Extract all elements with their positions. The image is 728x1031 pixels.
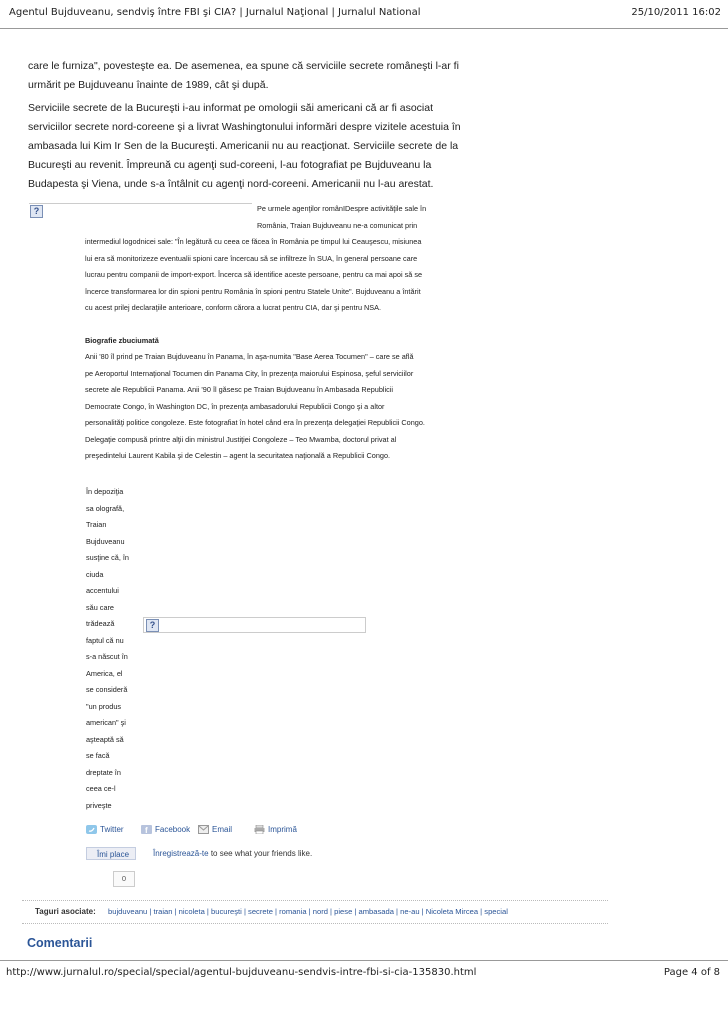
missing-image-icon: ? xyxy=(146,619,159,632)
article-paragraph-1 xyxy=(28,57,468,95)
share-facebook[interactable] xyxy=(141,825,190,834)
comments-heading: Comentarii xyxy=(27,936,93,950)
text-line: care le furniza", povesteşte ea. De asemenea, ea spune că serviciile secrete româneşti l-ar fi xyxy=(28,60,459,72)
broken-image xyxy=(29,203,252,214)
print-footer xyxy=(0,960,728,987)
biography-block: Anii '80 îl prind pe Traian Bujduveanu în Panama, în aşa-numita "Base Aerea Tocumen" – care se află pe Aeroportul Internaţional Tocumen din Panama City, în prezenţa maiorului Espinosa, şeful serviciilor secrete ale Republicii Panama. Anii '90 îl găsesc pe Traian Bujduveanu în Ambasada Republicii Democrate Congo, în Washington DC, în prezenţa ambasadorului Republicii Congo şi a altor personalităţi politice congoleze. Este fotografiat în hotel când era în prezenţa delegaţiei Republicii Congo. Delegaţie compusă printre alţii din ministrul Justiţiei Congoleze – Teo Mwamba, doctorul privat al preşedintelui Laurent Kabila şi de Celestin – agent la securitatea naţională a Republicii Congo. xyxy=(85,352,425,460)
missing-image-icon: ? xyxy=(30,205,43,218)
testimony-block: intermediul logodnicei sale: "În legătură cu ceea ce făcea în România pe timpul lui Ceauşescu, misiunea lui era să monitorizeze eventualii spioni care încercau să se infiltreze în SUA, în general persoane care lucrau pentru companii de import-export. Încerca să identifice aceste persoane, pentru ca mai apoi să se încerce transformarea lor din spioni pentru România în spioni pentru Statele Unite". Bujduveanu a întărit cu acest prilej declaraţiile anterioare, conform cărora a lucrat pentru CIA, dar şi pentru NSA. xyxy=(85,237,423,312)
share-label: Facebook xyxy=(155,825,191,834)
print-icon xyxy=(254,825,265,834)
share-label: Twitter xyxy=(100,825,124,834)
page-url: http://www.jurnalul.ro/special/special/agentul-bujduveanu-sendvis-intre-fbi-si-cia-135830.html xyxy=(6,967,477,978)
like-register-text: Înregistrează-te to see what your friends like. xyxy=(153,849,313,858)
share-print[interactable] xyxy=(254,825,297,834)
share-email[interactable] xyxy=(198,825,232,834)
sidebar-text: Pe urmele agenţilor românIDespre activităţile sale în România, Traian Bujduveanu ne-a comunicat prin xyxy=(257,204,427,230)
section-heading: Biografie zbuciumată xyxy=(85,336,159,345)
facebook-icon xyxy=(141,825,152,834)
svg-text:f: f xyxy=(145,826,148,835)
page-title: Agentul Bujduveanu, sendviş între FBI şi CIA? | Jurnalul Naţional | Jurnalul National xyxy=(9,7,421,18)
tags-list[interactable]: bujduveanu | traian | nicoleta | bucureşti | secrete | romania | nord | piese | ambasada | ne-au | Nicoleta Mircea | special xyxy=(108,907,508,916)
article-paragraph-2 xyxy=(28,99,468,194)
text-line: ambasada lui Kim Ir Sen de la Bucureşti. Americanii nu au reacţionat. Serviciile secrete de la xyxy=(28,140,459,152)
page-number: Page 4 of 8 xyxy=(663,967,720,978)
text-line: urmărit pe Bujduveanu înainte de 1989, cât şi după. xyxy=(28,79,269,91)
register-link[interactable]: Înregistrează-te xyxy=(153,849,209,858)
print-header xyxy=(0,0,728,29)
text-line: serviciilor secrete nord-coreene şi a livrat Washingtonului informări despre vizitele acestuia în xyxy=(28,121,461,133)
twitter-icon xyxy=(86,825,97,834)
broken-image xyxy=(143,617,366,633)
tags-label: Taguri asociate: xyxy=(35,907,96,916)
email-icon xyxy=(198,825,209,834)
share-twitter[interactable] xyxy=(86,825,124,834)
text-line: Serviciile secrete de la Bucureşti i-au informat pe omologii săi americani că ar fi asociat xyxy=(28,102,434,114)
share-label: Imprimă xyxy=(268,825,297,834)
image-caption: În depoziţia sa olografă, Traian Bujduveanu susţine că, în ciuda accentului său care trădează faptul că nu s-a născut în America, el se consideră "un produs american" şi aşteaptă să se facă dreptate în ceea ce-l priveşte xyxy=(86,487,129,810)
text-line: Budapesta şi Viena, unde s-a întâlnit cu agenţi nord-coreeni. Americanii nu l-au arestat. xyxy=(28,178,434,190)
share-label: Email xyxy=(212,825,233,834)
tags-bar xyxy=(22,900,608,924)
like-count: 0 xyxy=(113,871,135,887)
text-line: Bucureşti au revenit. Împreună cu agenţi sud-coreeni, l-au fotografiat pe Bujduveanu la xyxy=(28,159,432,171)
like-label: Îmi place xyxy=(97,850,130,859)
print-date: 25/10/2011 16:02 xyxy=(631,7,721,18)
like-button[interactable] xyxy=(86,847,136,860)
